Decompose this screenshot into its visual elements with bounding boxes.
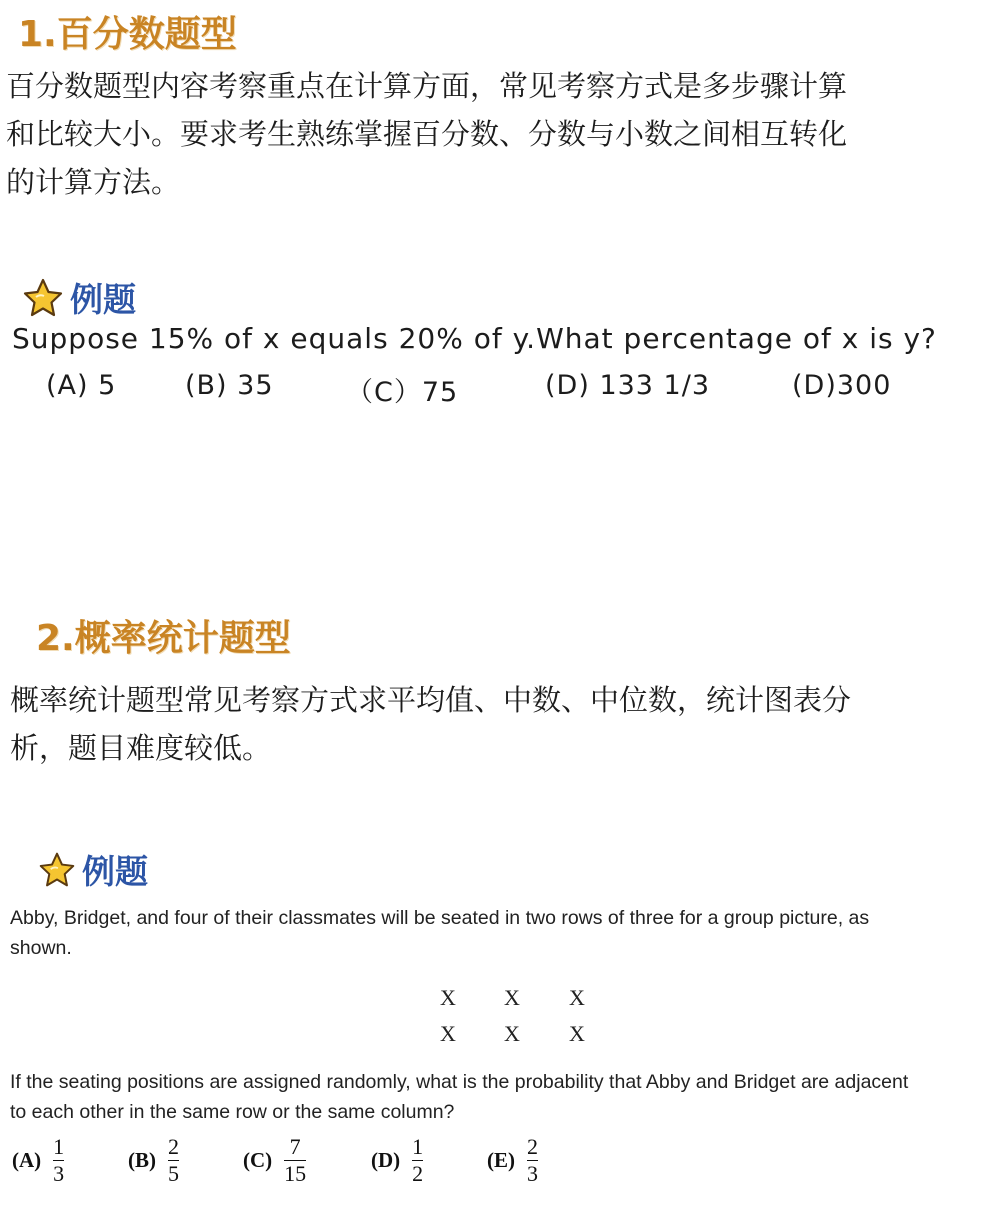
choice-a [12,1135,64,1186]
denominator: 15 [284,1161,307,1187]
choice-b [128,1135,179,1186]
choice-label: (D) [371,1148,401,1173]
choice-label: (B) [128,1148,156,1173]
section1-line: 百分数题型内容考察重点在计算方面，常见考察方式是多步骤计算 [6,69,848,103]
fraction [168,1135,179,1186]
option-c: （C）75 [346,377,459,408]
star-icon [38,851,76,889]
section2-line: 析，题目难度较低。 [10,731,272,765]
seat-mark: X [440,1021,456,1046]
fraction [53,1135,64,1186]
choice-label: (A) [12,1148,42,1173]
choice-label: (E) [487,1148,515,1173]
section2-description [10,676,851,772]
numerator: 7 [289,1134,301,1159]
example-heading-2 [38,846,148,893]
example-heading-1 [22,274,136,321]
choice-e [487,1135,538,1186]
seat-mark: X [504,985,520,1010]
numerator: 1 [412,1134,424,1159]
seat-mark: X [569,1021,585,1046]
problem-text [10,903,995,963]
numerator: 2 [527,1134,538,1159]
fraction [527,1135,538,1186]
denominator: 3 [527,1161,538,1187]
section1-line: 的计算方法。 [6,165,181,199]
seat-mark: X [504,1021,520,1046]
problem-line: shown. [10,937,72,959]
seat-mark: X [569,985,585,1010]
choice-c [243,1135,306,1186]
option-d2: (D)300 [792,370,892,401]
section-title-percentage: 1.百分数题型 [18,14,237,55]
option-d: (D) 133 1/3 [545,370,711,401]
numerator: 1 [53,1134,65,1159]
numerator: 2 [168,1134,179,1159]
section-title-probability: 2.概率统计题型 [36,618,291,659]
question-line: to each other in the same row or the same column? [10,1101,455,1123]
choice-d [371,1135,423,1186]
section2-line: 概率统计题型常见考察方式求平均值、中数、中位数，统计图表分 [10,683,852,717]
example-question: Suppose 15% of x equals 20% of y.What percentage of x is y? [12,322,937,355]
seat-mark: X [440,985,456,1010]
problem-line: Abby, Bridget, and four of their classmates will be seated in two rows of three for a group picture, as [10,907,870,929]
fraction [284,1135,306,1186]
section1-line: 和比较大小。要求考生熟练掌握百分数、分数与小数之间相互转化 [6,117,848,151]
fraction [412,1135,423,1186]
section1-description [6,62,847,206]
example-label: 例题 [70,280,136,319]
star-icon [22,277,64,319]
denominator: 2 [412,1161,424,1187]
question-line: If the seating positions are assigned randomly, what is the probability that Abby and Bridget are adjacent [10,1071,909,1093]
option-b: (B) 35 [185,370,274,401]
question-text [10,1067,995,1127]
example-label: 例题 [82,852,148,891]
choice-label: (C) [243,1148,273,1173]
denominator: 5 [168,1161,179,1187]
denominator: 3 [53,1161,65,1187]
option-a: (A) 5 [46,370,117,401]
